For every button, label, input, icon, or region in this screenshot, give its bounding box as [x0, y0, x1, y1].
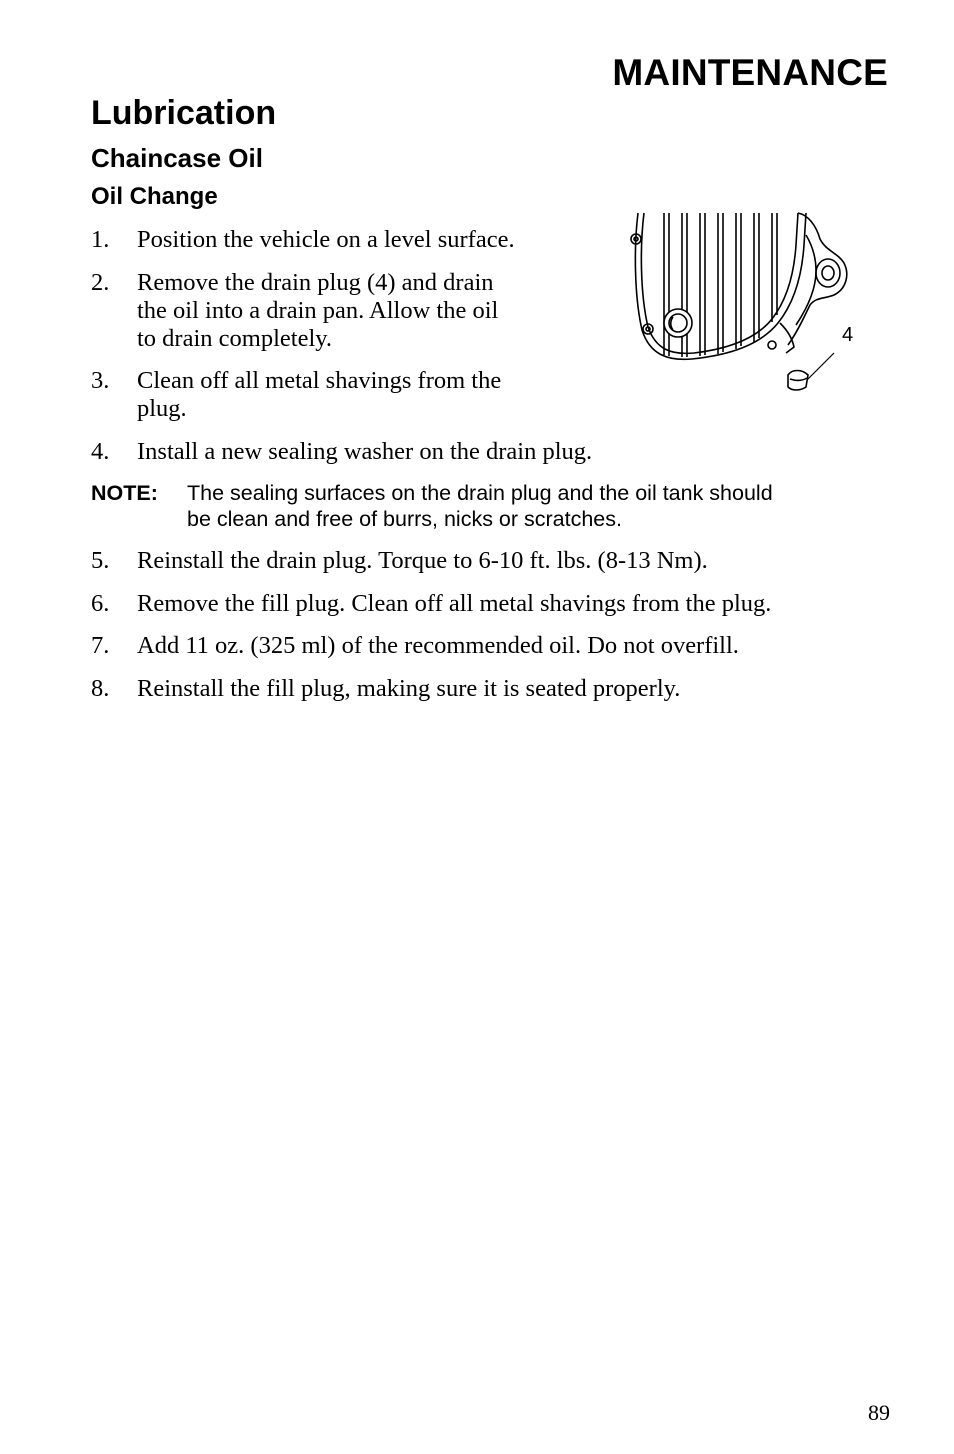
- note-text-line: be clean and free of burrs, nicks or scratches.: [187, 507, 622, 531]
- step-4: [91, 438, 592, 466]
- step-text-line: the oil into a drain pan. Allow the oil: [137, 297, 499, 324]
- step-text-line: to drain completely.: [137, 325, 333, 352]
- note-text-line: The sealing surfaces on the drain plug and the oil tank should: [187, 481, 773, 505]
- step-number: 2.: [91, 269, 110, 296]
- step-text: Remove the fill plug. Clean off all metal shavings from the plug.: [137, 590, 772, 617]
- step-3: [91, 367, 501, 423]
- section-header: MAINTENANCE: [612, 52, 888, 93]
- chaincase-drawing: [620, 205, 870, 405]
- page-number: 89: [868, 1400, 890, 1425]
- note-label: NOTE:: [91, 481, 158, 505]
- step-text: Reinstall the drain plug. Torque to 6-10 ft. lbs. (8-13 Nm).: [137, 547, 708, 574]
- step-8: [91, 675, 680, 703]
- step-text-line: Clean off all metal shavings from the: [137, 367, 502, 394]
- step-2: [91, 269, 498, 353]
- step-number: 3.: [91, 367, 110, 394]
- note: [91, 480, 891, 532]
- step-number: 5.: [91, 547, 110, 574]
- step-text: Reinstall the fill plug, making sure it is seated properly.: [137, 675, 681, 702]
- step-5: [91, 547, 708, 575]
- callout-label: 4: [842, 324, 854, 346]
- step-number: 8.: [91, 675, 110, 702]
- step-number: 6.: [91, 590, 110, 617]
- step-6: [91, 590, 771, 618]
- page-title: Lubrication: [91, 94, 277, 132]
- step-number: 4.: [91, 438, 110, 465]
- step-text: Install a new sealing washer on the drain plug.: [137, 438, 593, 465]
- procedure-title: Oil Change: [91, 183, 218, 210]
- step-number: 1.: [91, 226, 110, 253]
- step-1: [91, 226, 515, 254]
- step-text: Position the vehicle on a level surface.: [137, 226, 515, 253]
- subsection-title: Chaincase Oil: [91, 143, 263, 173]
- step-text-line: plug.: [137, 395, 187, 422]
- chaincase-illustration: [620, 205, 870, 405]
- step-7: [91, 632, 739, 660]
- step-text: Add 11 oz. (325 ml) of the recommended oil. Do not overfill.: [137, 632, 739, 659]
- step-text-line: Remove the drain plug (4) and drain: [137, 269, 494, 296]
- step-number: 7.: [91, 632, 110, 659]
